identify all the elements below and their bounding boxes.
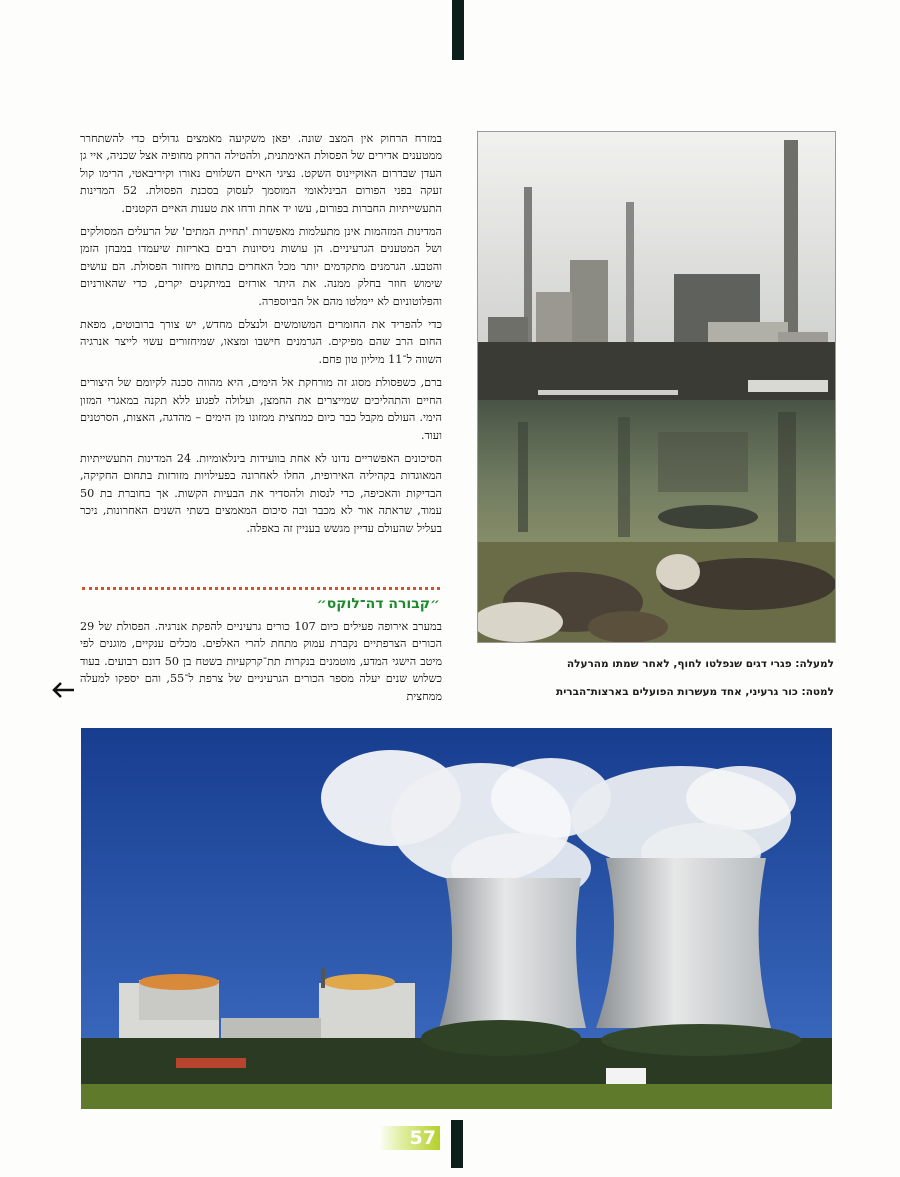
article-paragraph-1: במזרח הרחוק אין המצב שונה. יפאן משקיעה מאמצים גדולים כדי להשתחרר ממטענים אדירים של הפסולת האימתנית, ולהטילה הרחק מחופיה אצל שכניה, איי גן העדן שבדרום האוקיינוס השקט. נציגי האיים השלווים נאורו וקיריבאטי, הרימו קול זעקה בפני הפורום הבינלאומי המוסמך לעסוק בסכנת הפסולת. 52 המדינות התעשייתיות החברות בפורום, עשו יד אחת ודחו את טענות האיים הקטנים. bbox=[80, 132, 442, 215]
section-title: ״קבורה דה־לוקס״ bbox=[316, 596, 440, 612]
arrow-left-icon bbox=[50, 680, 76, 700]
section-paragraph: במערב אירופה פעילים כיום 107 כורים גרעיניים להפקת אנרגיה. הפסולת של 29 הכורים הצרפתיים נקברת עמוק מתחת להרי האלפים. מכלים ענקיים, מוגנים לפי מיטב הישגי המדע, מוטמנים בנקרות תת־קרקעיות בשטח בן 50 דונם רבועים. בעוד כשלוש שנים יעלה מספר הכורים הגרעיניים של צרפת ל־55, והם יספקו למעלה ממחצית bbox=[80, 620, 442, 703]
article-paragraph-5: הסיכונים האפשריים נדונו לא אחת בוועידות בינלאומיות. 24 המדינות התעשייתיות המאוגדות בקהיליה האירופית, החלו לאחרונה בפעילויות מזורזות בתחום החקיקה, הבדיקות והאכיפה, כדי לנסות ולהסדיר את הבעיות הקשות. אך בחוברת בת 50 עמוד, שראתה אור לא מכבר ובה סיכום המאמצים בשתי השנים האחרונות, ניכר בעליל שהעולם עדיין מגשש בעניין זה באפלה. bbox=[80, 451, 443, 535]
section-divider bbox=[82, 587, 440, 590]
top-decor-bar bbox=[452, 0, 464, 60]
nuclear-plant-photo bbox=[81, 728, 832, 1109]
page-number: 57 bbox=[378, 1126, 440, 1150]
bottom-decor-bar bbox=[451, 1120, 463, 1168]
article-paragraph-2: המדינות המזהמות אינן מתעלמות מאפשרות 'תחיית המתים' של הרעלים המסולקים ושל המטענים הגרעיניים. הן עושות ניסיונות רבים באריזות שיעמדו במבחן הזמן והטבע. הגרמנים מתקדמים יותר מכל האחרים בתחום מיחזור הפסולת. הם עושים שימוש חוזר בחלק ממנה. את היתר אורזים במיתקנים יקרים, כדי שהאורניום והפלוטוניום לא יימלטו מהם אל הביוספרה. bbox=[80, 225, 442, 308]
article-column bbox=[80, 130, 442, 543]
power-plant-fish-photo bbox=[477, 131, 836, 643]
article-paragraph-4: ברם, כשפסולת מסוג זה מורחקת אל הימים, היא מהווה סכנה לקיומם של היצורים החיים והתהליכים שמייצרים את החמצן, ועלולה לפגוע ללא תקנה במאגרי המזון הימי. העולם מקבל כבר כיום כמחצית ממזונו מן הימים – מהדגה, האצות, הסרטנים ועוד. bbox=[80, 376, 442, 442]
caption-top: למעלה: פגרי דגים שנפלטו לחוף, לאחר שמתו מהרעלה bbox=[566, 658, 834, 670]
article-paragraph-3: כדי להפריד את החומרים המשומשים ולנצלם מחדש, יש צורך ברובוטים, מפאת החום הרב שהם מפיקים. הגרמנים חישבו ומצאו, שמיחזורים עשוי לייצר אנרגיה השווה ל־11 מיליון טון פחם. bbox=[80, 318, 442, 366]
section-column bbox=[80, 618, 442, 705]
caption-bottom: למטה: כור גרעיני, אחד מעשרות הפועלים בארצות־הברית bbox=[556, 686, 834, 698]
